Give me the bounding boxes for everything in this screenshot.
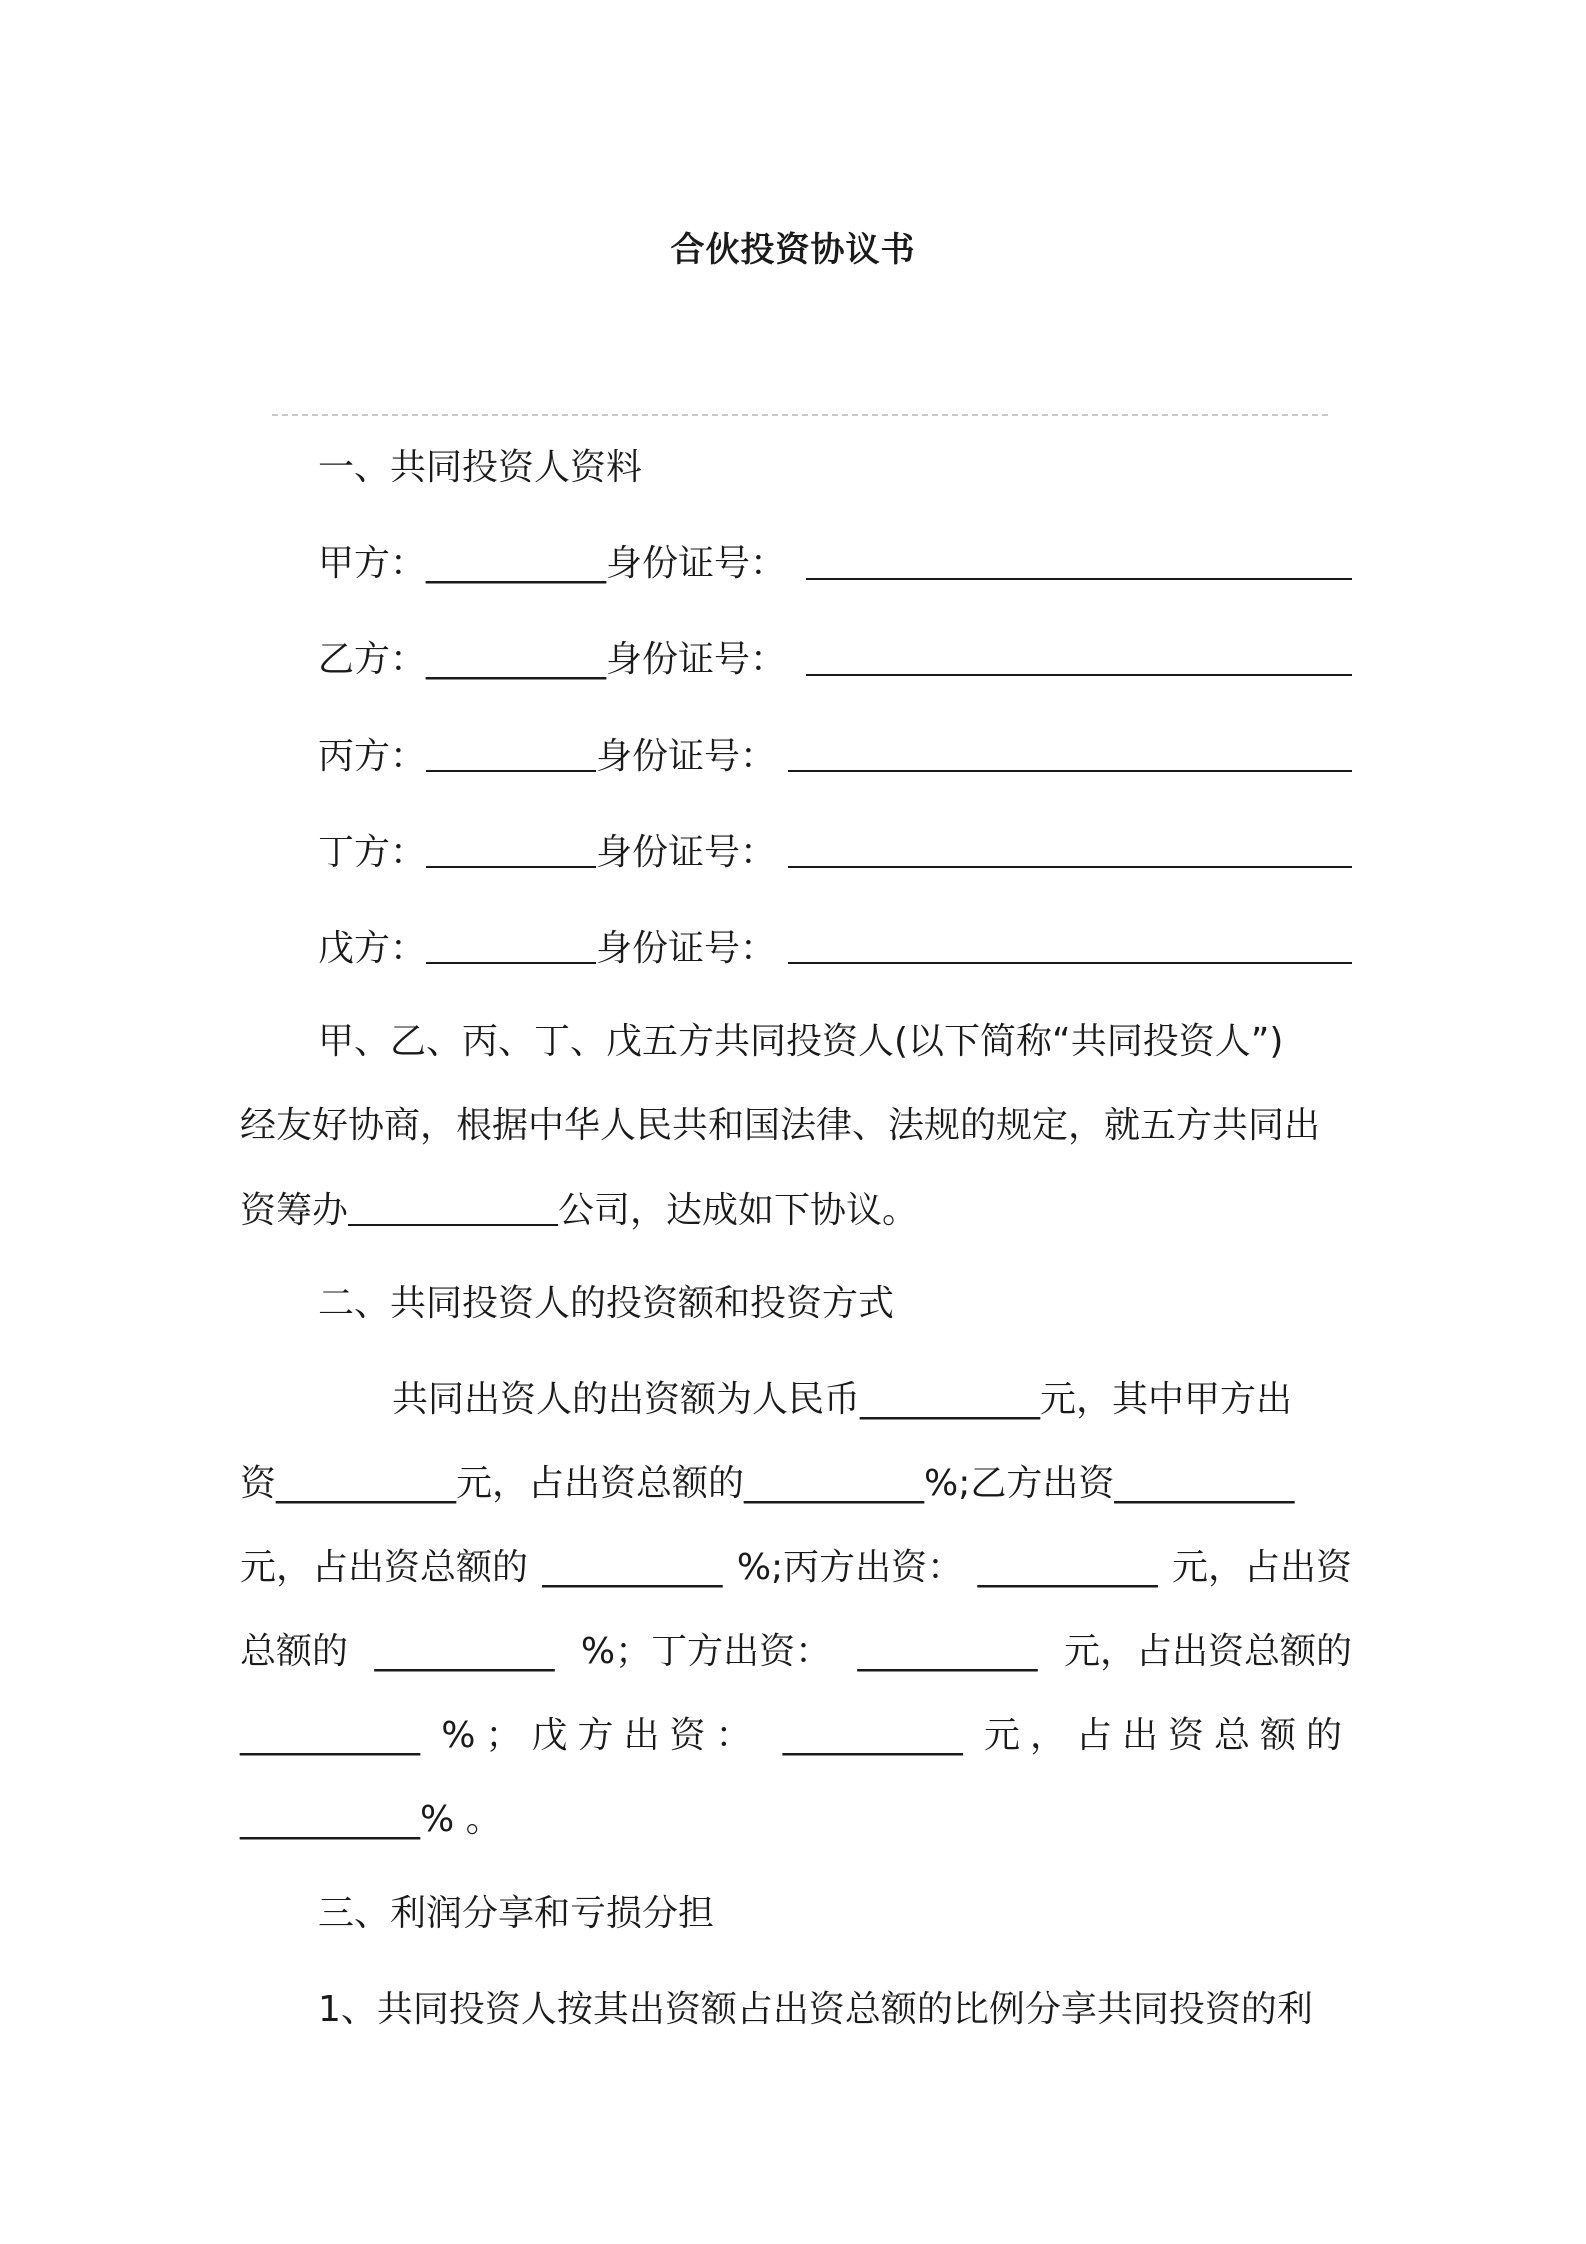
dashed-divider <box>272 414 1328 416</box>
party-label: 戊方： <box>318 928 427 969</box>
party-label: 甲方： <box>318 543 427 584</box>
invest-line-2 <box>240 1458 1352 1510</box>
name-blank[interactable] <box>426 730 596 772</box>
invest-line-1 <box>392 1374 1352 1426</box>
party-row-bing <box>318 730 1352 782</box>
percent-blank[interactable]: __________ <box>240 1799 420 1840</box>
name-blank[interactable] <box>426 922 596 964</box>
id-label: 身份证号： <box>596 736 777 777</box>
invest-text: %；丁方出资： <box>580 1631 832 1672</box>
amount-blank[interactable]: __________ <box>276 1463 457 1504</box>
amount-blank[interactable]: __________ <box>240 1715 420 1756</box>
id-label: 身份证号： <box>596 928 777 969</box>
id-blank[interactable] <box>788 826 1352 868</box>
section2-heading: 二、共同投资人的投资额和投资方式 <box>318 1283 895 1324</box>
invest-line-3 <box>240 1542 1352 1594</box>
invest-text: 元，占出资总额的 <box>983 1715 1352 1756</box>
invest-text: %;乙方出资 <box>924 1463 1115 1504</box>
invest-text: 总额的 <box>240 1631 349 1672</box>
invest-segment <box>240 1458 1294 1510</box>
id-label: 身份证号： <box>606 543 787 584</box>
name-blank[interactable]: __________ <box>426 639 607 680</box>
party-row-wu <box>318 922 1352 974</box>
invest-text: 共同出资人的出资额为人民币 <box>392 1379 861 1420</box>
invest-text: 元，其中甲方出 <box>1040 1379 1293 1420</box>
invest-text: 元，占出资总额的 <box>1063 1631 1352 1672</box>
company-blank[interactable] <box>348 1184 558 1226</box>
id-blank[interactable] <box>806 634 1352 676</box>
amount-blank[interactable]: __________ <box>860 1379 1041 1420</box>
id-blank[interactable] <box>788 922 1352 964</box>
invest-text: %;丙方出资： <box>736 1547 964 1588</box>
intro-text: 资筹办 <box>240 1190 349 1231</box>
intro-text: 公司，达成如下协议。 <box>558 1190 919 1231</box>
section3-heading: 三、利润分享和亏损分担 <box>318 1893 715 1934</box>
amount-blank[interactable]: __________ <box>1114 1463 1295 1504</box>
amount-blank[interactable]: __________ <box>782 1715 963 1756</box>
invest-text: %；戊方出资： <box>441 1715 762 1756</box>
amount-blank[interactable]: __________ <box>977 1547 1158 1588</box>
invest-text: 元，占出资总额的 <box>240 1547 529 1588</box>
percent-blank[interactable]: __________ <box>744 1463 925 1504</box>
party-label: 丙方： <box>318 736 427 777</box>
party-label: 乙方： <box>318 639 427 680</box>
party-label: 丁方： <box>318 832 427 873</box>
section3-item-1: 1、共同投资人按其出资额占出资总额的比例分享共同投资的利 <box>318 1989 1313 2030</box>
invest-text: 资 <box>240 1463 277 1504</box>
name-blank[interactable]: __________ <box>426 543 607 584</box>
party-row-jia <box>318 538 1352 590</box>
intro-line-3 <box>240 1184 1352 1236</box>
id-blank[interactable] <box>806 538 1352 580</box>
party-row-yi <box>318 634 1352 686</box>
amount-blank[interactable]: __________ <box>857 1631 1038 1672</box>
id-blank[interactable] <box>788 730 1352 772</box>
document-title: 合伙投资协议书 <box>670 230 916 270</box>
invest-text: 元，占出资 <box>1171 1547 1352 1588</box>
intro-line-2: 经友好协商，根据中华人民共和国法律、法规的规定，就五方共同出 <box>240 1105 1321 1146</box>
name-blank[interactable] <box>426 826 596 868</box>
percent-blank[interactable]: __________ <box>542 1547 723 1588</box>
percent-blank[interactable]: __________ <box>374 1631 555 1672</box>
id-label: 身份证号： <box>606 639 787 680</box>
invest-line-6 <box>240 1794 1352 1846</box>
intro-line-1: 甲、乙、丙、丁、戊五方共同投资人(以下简称“共同投资人”) <box>318 1021 1284 1062</box>
id-label: 身份证号： <box>596 832 777 873</box>
invest-line-4 <box>240 1626 1352 1678</box>
party-row-ding <box>318 826 1352 878</box>
invest-text: % 。 <box>420 1799 502 1840</box>
invest-line-5 <box>240 1710 1352 1762</box>
section1-heading: 一、共同投资人资料 <box>318 447 643 488</box>
invest-text: 元，占出资总额的 <box>456 1463 745 1504</box>
